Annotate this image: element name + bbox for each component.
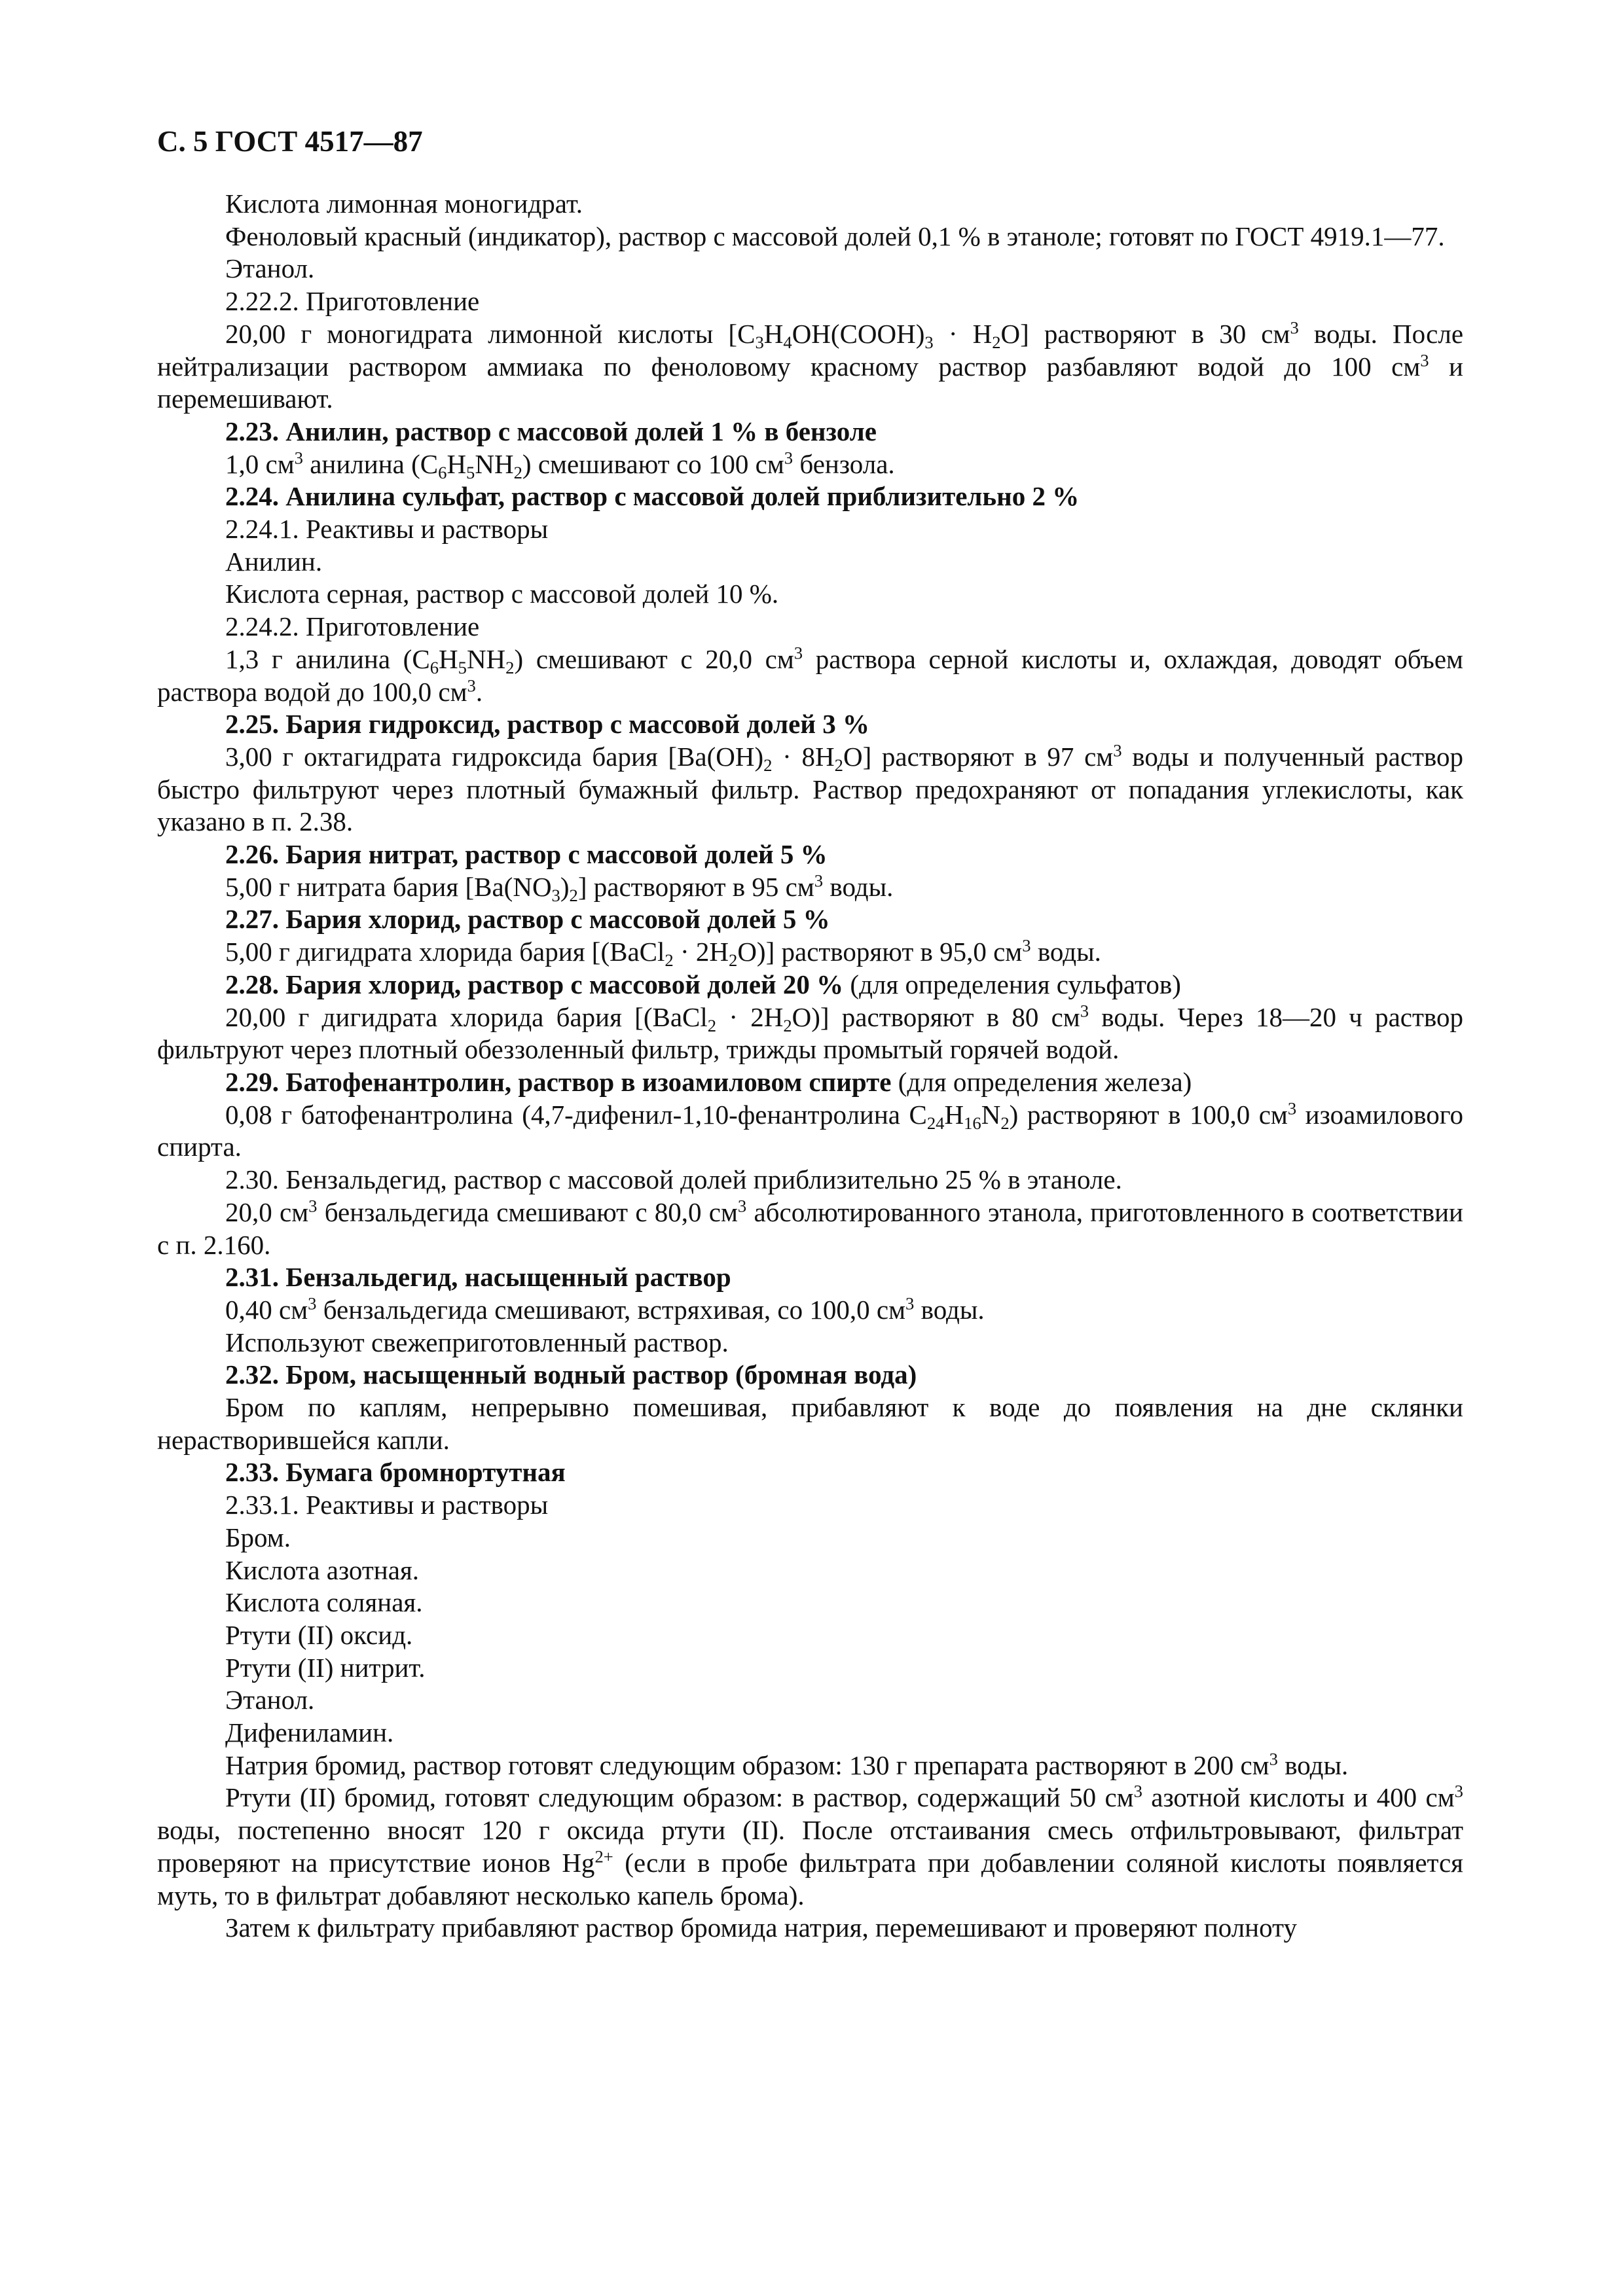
paragraph	[157, 936, 1463, 969]
paragraph	[157, 611, 1463, 643]
paragraph	[157, 1001, 1463, 1066]
superscript: 3	[1290, 317, 1299, 338]
text-run: OH(COOH)	[792, 318, 925, 349]
paragraph	[157, 1717, 1463, 1749]
text-run: 1,0 см	[225, 448, 295, 479]
text-run: 2.24.1. Реактивы и растворы	[225, 514, 549, 545]
text-run: Феноловый красный (индикатор), раствор с массовой долей 0,1 % в этаноле; готовят по ГОСТ 4919.1—77.	[225, 221, 1445, 251]
text-run: Используют свежеприготовленный раствор.	[225, 1327, 729, 1357]
text-run: 2.24.2. Приготовление	[225, 611, 480, 642]
text-run: Натрия бромид, раствор готовят следующим образом: 130 г препарата растворяют в 200 см	[225, 1749, 1269, 1780]
text-run: .	[475, 676, 483, 707]
text-run: абсолютированного этанола, приготовленного в соответствии с п. 2.160.	[157, 1196, 1463, 1260]
text-run: Затем к фильтрату прибавляют раствор бромида натрия, перемешивают и проверяют полноту	[225, 1912, 1297, 1943]
superscript: 3	[467, 675, 476, 695]
paragraph	[157, 1164, 1463, 1196]
document-body	[157, 188, 1463, 1945]
document-page	[157, 124, 1463, 1945]
text-run: изоамилового спирта.	[157, 1099, 1463, 1162]
paragraph	[157, 1912, 1463, 1945]
paragraph	[157, 1196, 1463, 1261]
subscript: 2	[729, 950, 738, 971]
superscript: 3	[294, 447, 303, 467]
paragraph	[157, 1489, 1463, 1522]
text-run: Ртути (II) бромид, готовят следующим образом: в раствор, содержащий 50 см	[225, 1782, 1134, 1813]
subscript: 2	[505, 657, 515, 677]
text-run: ] растворяют в 95 см	[577, 871, 814, 902]
superscript: 3	[1080, 1000, 1089, 1020]
subscript: 3	[924, 332, 934, 352]
text-run: 20,0 см	[225, 1196, 309, 1227]
text-run: Этанол.	[225, 1685, 315, 1715]
subscript: 6	[429, 657, 439, 677]
subscript: 2	[763, 755, 773, 775]
paragraph	[157, 546, 1463, 579]
text-run: 3,00 г октагидрата гидроксида бария [Ba(OH)	[225, 741, 764, 772]
paragraph	[157, 838, 1463, 871]
paragraph	[157, 969, 1463, 1001]
text-run: воды. После нейтрализации раствором аммиака по феноловому красному раствор разбавляют водой до 100 см	[157, 318, 1464, 382]
text-run: O] растворяют в 30 см	[1000, 318, 1290, 349]
subscript: 3	[755, 332, 764, 352]
paragraph	[157, 1522, 1463, 1554]
superscript: 3	[784, 447, 793, 467]
subscript: 3	[551, 885, 560, 905]
text-run: O)] растворяют в 80 см	[792, 1001, 1080, 1032]
superscript: 3	[1420, 350, 1429, 370]
superscript: 3	[814, 870, 824, 891]
text-run: H	[944, 1099, 964, 1130]
paragraph	[157, 513, 1463, 546]
text-run: H	[763, 318, 784, 349]
superscript: 3	[905, 1293, 915, 1314]
subscript: 2	[783, 1015, 792, 1035]
paragraph	[157, 871, 1463, 904]
subscript: 16	[964, 1113, 981, 1133]
text-run: бензальдегида смешивают, встряхивая, со 100,0 см	[316, 1294, 906, 1325]
subscript: 24	[926, 1113, 945, 1133]
text-run: O)] растворяют в 95,0 см	[737, 937, 1023, 967]
text-run: Кислота азотная.	[225, 1554, 420, 1585]
text-run: · 2H	[673, 937, 729, 967]
text-run: анилина (C	[302, 448, 439, 479]
text-run: 20,00 г дигидрата хлорида бария [(BaCl	[225, 1001, 708, 1032]
paragraph	[157, 643, 1463, 708]
text-run: Ртути (II) нитрит.	[225, 1652, 426, 1683]
paragraph	[157, 708, 1463, 741]
text-run: Бром.	[225, 1522, 291, 1552]
paragraph	[157, 318, 1463, 416]
text-run: бензола.	[793, 448, 895, 479]
text-run: ) растворяют в 100,0 см	[1009, 1099, 1288, 1130]
paragraph	[157, 1652, 1463, 1685]
subscript: 2	[992, 332, 1001, 352]
paragraph	[157, 1684, 1463, 1717]
subscript: 6	[438, 462, 447, 482]
superscript: 3	[1022, 935, 1031, 956]
bold-text: 2.25. Бария гидроксид, раствор с массовой долей 3 %	[225, 709, 869, 740]
bold-text: 2.24. Анилина сульфат, раствор с массовой долей приблизительно 2 %	[225, 481, 1080, 512]
text-run: 2.22.2. Приготовление	[225, 286, 480, 317]
text-run: (для определения сульфатов)	[843, 969, 1181, 999]
text-run: · 2H	[716, 1001, 784, 1032]
superscript: 3	[1113, 740, 1122, 761]
subscript: 5	[458, 657, 467, 677]
text-run: Ртути (II) оксид.	[225, 1619, 413, 1650]
text-run: · 8H	[772, 741, 835, 772]
subscript: 2	[665, 950, 674, 971]
bold-text: 2.23. Анилин, раствор с массовой долей 1 % в бензоле	[225, 416, 877, 446]
superscript: 3	[793, 643, 803, 663]
superscript: 3	[1287, 1098, 1297, 1119]
subscript: 2	[513, 462, 522, 482]
text-run: воды, постепенно вносят 120 г оксида ртути (II). После отстаивания смесь отфильтровывают, фильтрат проверяют на присутствие ионов Hg	[157, 1815, 1463, 1878]
subscript: 2	[1000, 1113, 1010, 1133]
superscript: 3	[737, 1196, 747, 1216]
bold-text: 2.26. Бария нитрат, раствор с массовой долей 5 %	[225, 839, 828, 870]
text-run: Кислота лимонная моногидрат.	[225, 188, 583, 219]
text-run: H	[439, 643, 458, 674]
paragraph	[157, 1359, 1463, 1391]
text-run: воды.	[823, 871, 894, 902]
text-run: Бром по каплям, непрерывно помешивая, прибавляют к воде до появления на дне склянки нерастворившейся капли.	[157, 1392, 1463, 1455]
text-run: раствора серной кислоты и, охлаждая, доводят объем раствора водой до 100,0 см	[157, 643, 1463, 707]
paragraph	[157, 1066, 1463, 1099]
text-run: воды.	[1277, 1749, 1349, 1780]
text-run: Кислота серная, раствор с массовой долей 10 %.	[225, 579, 779, 609]
paragraph	[157, 221, 1463, 253]
text-run: · H	[933, 318, 993, 349]
text-run: N	[981, 1099, 1001, 1130]
paragraph	[157, 1619, 1463, 1652]
text-run: H	[447, 448, 467, 479]
text-run: 2.33.1. Реактивы и растворы	[225, 1490, 549, 1520]
text-run: O] растворяют в 97 см	[843, 741, 1114, 772]
text-run: 0,08 г батофенантролина (4,7-дифенил-1,10-фенантролина C	[225, 1099, 927, 1130]
bold-text: 2.29. Батофенантролин, раствор в изоамиловом спирте	[225, 1066, 892, 1097]
text-run: 5,00 г нитрата бария [Ba(NO	[225, 871, 552, 902]
subscript: 2	[569, 885, 578, 905]
paragraph	[157, 1554, 1463, 1587]
paragraph	[157, 285, 1463, 318]
subscript: 5	[466, 462, 475, 482]
paragraph	[157, 1456, 1463, 1489]
text-run: )	[560, 871, 570, 902]
paragraph	[157, 253, 1463, 285]
paragraph	[157, 1587, 1463, 1619]
paragraph	[157, 903, 1463, 936]
bold-text: 2.28. Бария хлорид, раствор с массовой долей 20 %	[225, 969, 844, 999]
paragraph	[157, 741, 1463, 838]
text-run: (для определения железа)	[891, 1066, 1192, 1097]
text-run: ) смешивают с 20,0 см	[514, 643, 794, 674]
paragraph	[157, 578, 1463, 611]
bold-text: 2.32. Бром, насыщенный водный раствор (бромная вода)	[225, 1359, 917, 1390]
superscript: 3	[308, 1293, 317, 1314]
paragraph	[157, 416, 1463, 448]
text-run: NH	[466, 643, 506, 674]
paragraph	[157, 1782, 1463, 1912]
superscript: 3	[1269, 1749, 1278, 1769]
text-run: Кислота соляная.	[225, 1587, 423, 1618]
superscript: 3	[1454, 1781, 1463, 1801]
text-run: воды.	[914, 1294, 985, 1325]
text-run: 0,40 см	[225, 1294, 308, 1325]
text-run: Анилин.	[225, 546, 323, 577]
text-run: 5,00 г дигидрата хлорида бария [(BaCl	[225, 937, 665, 967]
page-header: С. 5 ГОСТ 4517—87	[157, 125, 423, 158]
bold-text: 2.33. Бумага бромнортутная	[225, 1457, 566, 1488]
text-run: (если в пробе фильтрата при добавлении соляной кислоты появляется муть, то в фильтрат добавляют несколько капель брома).	[157, 1847, 1464, 1910]
paragraph	[157, 1391, 1463, 1456]
text-run: NH	[475, 448, 514, 479]
text-run: воды и полученный раствор быстро фильтруют через плотный бумажный фильтр. Раствор предохраняют от попадания углекислоты, как указано в п. 2.38.	[157, 741, 1464, 837]
superscript: 3	[308, 1196, 318, 1216]
text-run: воды.	[1030, 937, 1101, 967]
paragraph	[157, 1749, 1463, 1782]
paragraph	[157, 1327, 1463, 1359]
text-run: Этанол.	[225, 253, 315, 284]
text-run: 1,3 г анилина (C	[225, 643, 430, 674]
subscript: 4	[783, 332, 792, 352]
paragraph	[157, 1294, 1463, 1327]
paragraph	[157, 188, 1463, 221]
bold-text: 2.27. Бария хлорид, раствор с массовой долей 5 %	[225, 904, 830, 935]
text-run: и перемешивают.	[157, 351, 1463, 414]
text-run: 2.30. Бензальдегид, раствор с массовой долей приблизительно 25 % в этаноле.	[225, 1164, 1122, 1195]
paragraph	[157, 1099, 1463, 1164]
subscript: 2	[707, 1015, 717, 1035]
text-run: бензальдегида смешивают с 80,0 см	[317, 1196, 738, 1227]
paragraph	[157, 448, 1463, 481]
bold-text: 2.31. Бензальдегид, насыщенный раствор	[225, 1262, 731, 1293]
subscript: 2	[834, 755, 843, 775]
text-run: 20,00 г моногидрата лимонной кислоты [C	[225, 318, 756, 349]
paragraph	[157, 480, 1463, 513]
text-run: Дифениламин.	[225, 1717, 394, 1748]
text-run: азотной кислоты и 400 см	[1142, 1782, 1455, 1813]
paragraph	[157, 1261, 1463, 1294]
superscript: 3	[1133, 1781, 1142, 1801]
text-run: ) смешивают со 100 см	[522, 448, 784, 479]
superscript: 2+	[594, 1846, 613, 1867]
text-run: воды. Через 18—20 ч раствор фильтруют через плотный обеззоленный фильтр, трижды промытый горячей водой.	[157, 1001, 1463, 1065]
